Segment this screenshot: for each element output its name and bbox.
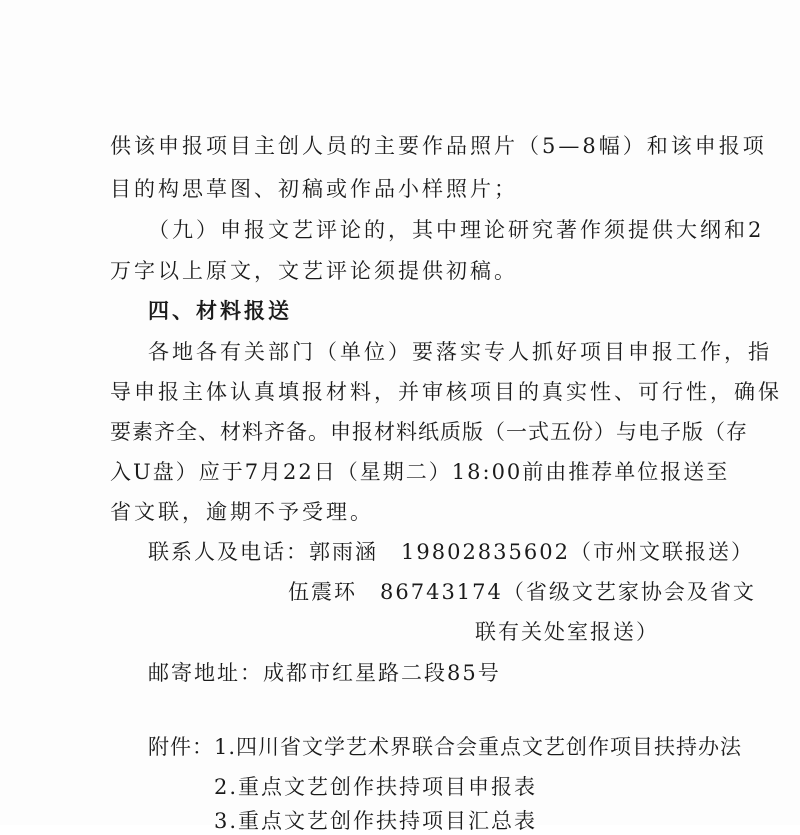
paragraph-line-8: 要素齐全、材料齐备。申报材料纸质版（一式五份）与电子版（存	[110, 420, 748, 444]
contact-line-3: 联有关处室报送）	[475, 620, 659, 644]
paragraph-line-4: 万字以上原文，文艺评论须提供初稿。	[110, 259, 518, 283]
attachment-line-3: 3.重点文艺创作扶持项目汇总表	[214, 809, 538, 833]
paragraph-line-3: （九）申报文艺评论的，其中理论研究著作须提供大纲和2	[148, 218, 765, 242]
paragraph-line-2: 目的构思草图、初稿或作品小样照片；	[110, 177, 518, 201]
attachment-line-2: 2.重点文艺创作扶持项目申报表	[214, 775, 538, 799]
paragraph-line-10: 省文联，逾期不予受理。	[110, 500, 374, 524]
attachment-line-1: 附件：1.四川省文学艺术界联合会重点文艺创作项目扶持办法	[148, 735, 743, 759]
contact-line-2: 伍震环 86743174（省级文艺家协会及省文	[288, 580, 756, 604]
paragraph-line-7: 导申报主体认真填报材料，并审核项目的真实性、可行性，确保	[110, 380, 782, 404]
paragraph-line-6: 各地各有关部门（单位）要落实专人抓好项目申报工作，指	[148, 340, 772, 364]
contact-line-1: 联系人及电话：郭雨涵 19802835602（市州文联报送）	[148, 540, 754, 564]
paragraph-line-1: 供该申报项目主创人员的主要作品照片（5—8幅）和该申报项	[110, 134, 767, 158]
section-heading: 四、材料报送	[148, 299, 292, 323]
paragraph-line-9: 入U盘）应于7月22日（星期二）18:00前由推荐单位报送至	[110, 460, 730, 484]
mailing-address: 邮寄地址：成都市红星路二段85号	[148, 661, 501, 685]
